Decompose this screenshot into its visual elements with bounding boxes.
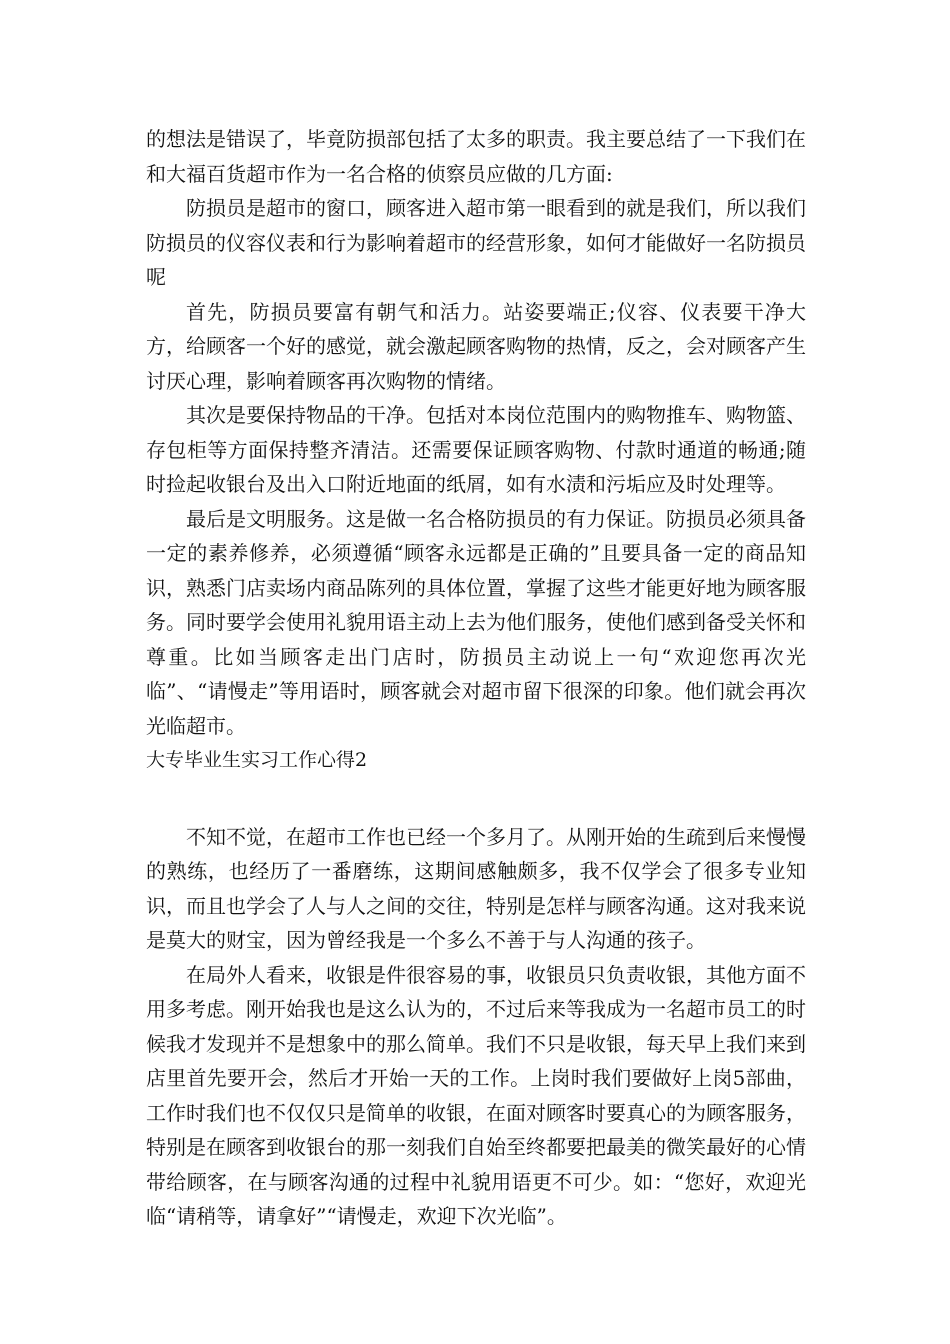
paragraph-continuation: 的想法是错误了，毕竟防损部包括了太多的职责。我主要总结了一下我们在和大福百货超市作为一名合格的侦察员应做的几方面: — [146, 127, 806, 186]
paragraph-cashier: 在局外人看来，收银是件很容易的事，收银员只负责收银，其他方面不用多考虑。刚开始我也是这么认为的，不过后来等我成为一名超市员工的时候我才发现并不是想象中的那么简单。我们不只是收银，每天早上我们来到店里首先要开会，然后才开始一天的工作。上岗时我们要做好上岗5部曲，工作时我们也不仅仅只是简单的收银，在面对顾客时要真心的为顾客服务，特别是在顾客到收银台的那一刻我们自始至终都要把最美的微笑最好的心情带给顾客，在与顾客沟通的过程中礼貌用语更不可少。如：“您好，欢迎光临“请稍等，请拿好”“请慢走，欢迎下次光临”。 — [146, 962, 806, 1228]
paragraph-intro: 不知不觉，在超市工作也已经一个多月了。从刚开始的生疏到后来慢慢的熟练，也经历了一番磨练，这期间感触颇多，我不仅学会了很多专业知识，而且也学会了人与人之间的交往，特别是怎样与顾客沟通。这对我来说是莫大的财宝，因为曾经我是一个多么不善于与人沟通的孩子。 — [146, 824, 806, 952]
paragraph-last: 最后是文明服务。这是做一名合格防损员的有力保证。防损员必须具备一定的素养修养，必须遵循“顾客永远都是正确的”且要具备一定的商品知识，熟悉门店卖场内商品陈列的具体位置，掌握了这些才能更好地为顾客服务。同时要学会使用礼貌用语主动上去为他们服务，使他们感到备受关怀和尊重。比如当顾客走出门店时，防损员主动说上一句“欢迎您再次光临”、“请慢走”等用语时，顾客就会对超市留下很深的印象。他们就会再次光临超市。 — [146, 506, 806, 738]
paragraph-second: 其次是要保持物品的干净。包括对本岗位范围内的购物推车、购物篮、存包柜等方面保持整齐清洁。还需要保证顾客购物、付款时通道的畅通;随时捡起收银台及出入口附近地面的纸屑，如有水渍和污垢应及时处理等。 — [146, 403, 806, 496]
section-gap — [146, 778, 806, 820]
paragraph-window: 防损员是超市的窗口，顾客进入超市第一眼看到的就是我们，所以我们防损员的仪容仪表和行为影响着超市的经营形象，如何才能做好一名防损员呢 — [146, 196, 806, 289]
paragraph-first: 首先，防损员要富有朝气和活力。站姿要端正;仪容、仪表要干净大方，给顾客一个好的感觉，就会激起顾客购物的热情，反之，会对顾客产生讨厌心理，影响着顾客再次购物的情绪。 — [146, 299, 806, 393]
document-page — [146, 122, 806, 1234]
section-heading: 大专毕业生实习工作心得2 — [146, 749, 368, 771]
